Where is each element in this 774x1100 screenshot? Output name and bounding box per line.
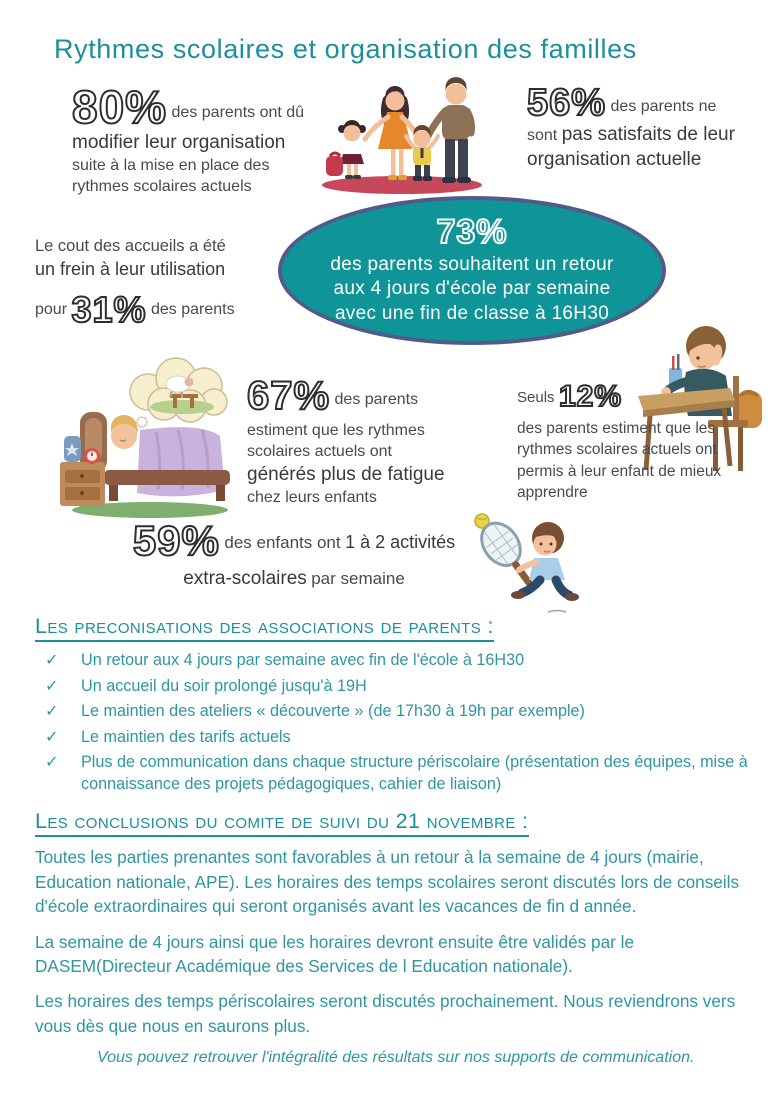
check-icon: ✓ (45, 652, 59, 669)
stat-56-block (527, 84, 765, 172)
cost-line2: un frein à leur utilisation (35, 258, 226, 279)
stat-59-line2-bold: extra-scolaires (183, 568, 307, 589)
stat-67-block (247, 376, 495, 508)
recommendations-list (35, 650, 751, 795)
stat-56-value: 56% (527, 82, 607, 124)
sleeping-child-illustration (52, 350, 250, 528)
list-item (35, 650, 751, 672)
stat-56-line3: organisation actuelle (527, 149, 702, 171)
stat-12-block (517, 382, 729, 504)
cost-value: 31% (71, 288, 147, 330)
stat-59-block (108, 517, 480, 590)
conclusions-paragraph: Les horaires des temps périscolaires seront discutés prochainement. Nous reviendrons vers vous dès que nous en saurons plus. (35, 991, 736, 1036)
stat-56-suffix: des parents ne (610, 98, 717, 115)
check-icon: ✓ (45, 677, 59, 695)
list-item-label: Le maintien des ateliers « découverte » (de 17h30 à 19h par exemple) (81, 702, 585, 721)
stat-80-suffix: des parents ont dû (171, 104, 305, 121)
cost-post: des parents (151, 300, 235, 318)
bottom-sections (35, 614, 751, 1067)
stat-67-emphasis: générés plus de fatigue (247, 464, 445, 486)
cost-line1: Le cout des accueils a été (35, 237, 226, 255)
stat-80-value: 80% (72, 81, 168, 133)
stat-56-line2-light: sont (527, 127, 558, 144)
list-item (35, 727, 751, 749)
page-title: Rythmes scolaires et organisation des familles (54, 34, 637, 64)
list-item (35, 676, 751, 698)
check-icon: ✓ (45, 754, 59, 772)
bubble-line2: aux 4 jours d'école par semaine (333, 278, 611, 300)
stat-80-rest: suite à la mise en place des rythmes scolaires actuels (72, 157, 270, 196)
list-item-label: Un accueil du soir prolongé jusqu'à 19H (81, 676, 367, 695)
bubble-line1: des parents souhaitent un retour (330, 254, 614, 276)
stat-56-line2-bold: pas satisfaits de leur (561, 124, 735, 145)
stat-80-block (72, 81, 320, 197)
family-illustration (298, 76, 506, 198)
results-footnote: Vous pouvez retrouver l'intégralité des résultats sur nos supports de communication. (97, 1049, 695, 1067)
stat-67-value: 67% (247, 374, 331, 418)
list-item-label: Le maintien des tarifs actuels (81, 727, 291, 746)
stat-67-line3: scolaires actuels ont (247, 443, 392, 461)
stat-67-line5: chez leurs enfants (247, 489, 377, 507)
stat-cost-block (35, 236, 280, 328)
stat-67-line2: estiment que les rythmes (247, 422, 425, 439)
list-item-label: Un retour aux 4 jours par semaine avec fin de l'école à 16H30 (81, 651, 525, 669)
stat-59-line1-light: des enfants ont (224, 533, 341, 552)
list-item (35, 701, 751, 723)
stat-59-value: 59% (132, 517, 220, 564)
stat-59-line1-bold: 1 à 2 activités (345, 532, 456, 552)
bubble-line3: avec une fin de classe à 16H30 (334, 302, 610, 324)
stat-67-suffix: des parents (334, 391, 419, 408)
list-item-label: Plus de communication dans chaque structure périscolaire (présentation des équipes, mise à connaissance des projets pédagogiques, cahier de liaison) (81, 753, 748, 793)
highlight-bubble (278, 196, 666, 345)
bubble-value: 73% (436, 213, 508, 252)
conclusions-paragraph: Toutes les parties prenantes sont favorables à un retour à la semaine de 4 jours (mairie, Education nationale, APE). Les horaires des temps scolaires seront discutés lors de conseils d'école extraordinaires qui seront organisés avant les vacances de fin d année. (35, 847, 740, 917)
conclusions-heading: Les conclusions du comite de suivi du 21 novembre : (35, 809, 529, 837)
recommendations-heading: Les preconisations des associations de parents : (35, 614, 494, 642)
stat-12-body: des parents estiment que les rythmes scolaires actuels ont permis à leur enfant de mieux apprendre (517, 420, 722, 502)
conclusions-paragraph: La semaine de 4 jours ainsi que les horaires devront ensuite être validés par le DASEM(Directeur Académique des Services de l Education nationale). (35, 931, 635, 976)
check-icon: ✓ (45, 728, 59, 746)
stat-59-line2-light: par semaine (311, 569, 405, 588)
cost-pre: pour (35, 300, 68, 318)
stat-12-value: 12% (558, 380, 623, 413)
tennis-boy-illustration (460, 504, 580, 622)
check-icon: ✓ (45, 703, 59, 721)
stat-80-emphasis: modifier leur organisation (72, 132, 286, 153)
list-item (35, 752, 751, 795)
stat-12-pre: Seuls (517, 389, 555, 406)
